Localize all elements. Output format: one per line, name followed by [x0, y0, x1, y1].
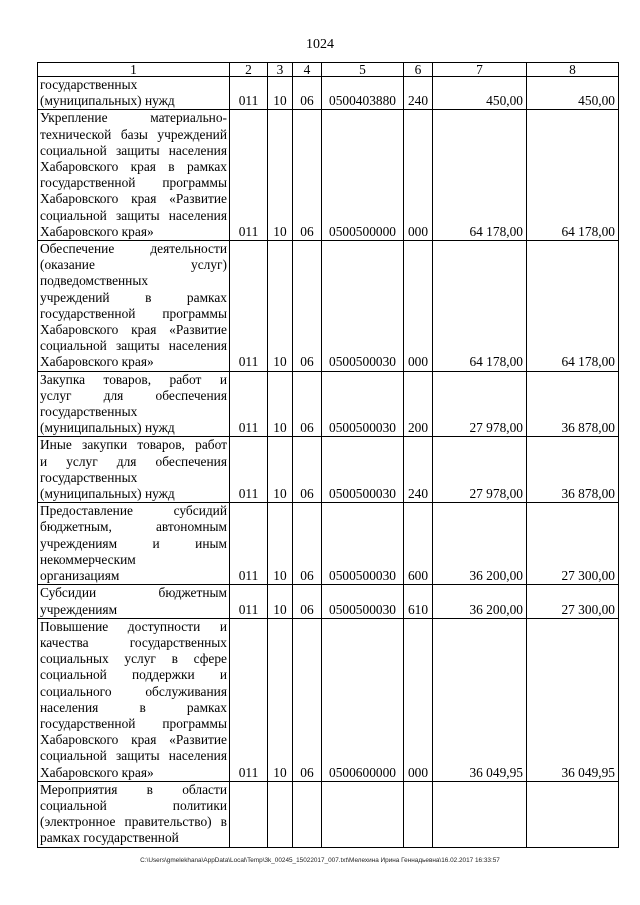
column-header: 8	[527, 63, 619, 77]
amount-cell: 450,00	[527, 77, 619, 110]
code-cell: 011	[230, 437, 268, 503]
amount-cell: 36 049,95	[527, 618, 619, 781]
code-cell: 06	[293, 585, 322, 618]
code-cell: 011	[230, 241, 268, 372]
code-cell: 011	[230, 110, 268, 241]
column-header: 3	[268, 63, 293, 77]
description-line: учреждениям и иным	[40, 535, 227, 551]
description-line: Предоставление субсидий	[40, 503, 227, 519]
code-cell: 10	[268, 618, 293, 781]
code-cell: 600	[404, 503, 433, 585]
description-line: некоммерческим	[40, 551, 136, 567]
description-line: социальной поддержки и	[40, 667, 227, 683]
column-header: 4	[293, 63, 322, 77]
description-line: Закупка товаров, работ и	[40, 371, 227, 387]
row-description	[38, 371, 230, 437]
code-cell: 10	[268, 503, 293, 585]
code-cell: 011	[230, 371, 268, 437]
description-line: бюджетным, автономным	[40, 519, 227, 535]
amount-cell: 64 178,00	[433, 241, 527, 372]
row-description	[38, 77, 230, 110]
code-cell: 000	[404, 110, 433, 241]
description-line: и услуг для обеспечения	[40, 453, 227, 469]
table-row	[38, 371, 619, 437]
code-cell: 06	[293, 503, 322, 585]
description-line: Хабаровского края «Развитие	[40, 191, 227, 207]
code-cell: 0500500000	[322, 110, 404, 241]
description-line: технической базы учреждений	[40, 126, 227, 142]
amount-cell: 27 300,00	[527, 503, 619, 585]
description-line: государственной программы	[40, 175, 227, 191]
amount-cell: 64 178,00	[433, 110, 527, 241]
description-line: социальной политики	[40, 797, 227, 813]
description-line: социальной защиты населения	[40, 207, 227, 223]
description-line: Иные закупки товаров, работ	[40, 437, 227, 453]
description-line: (муниципальных) нужд	[40, 420, 175, 436]
description-line: Хабаровского края»	[40, 764, 154, 780]
amount-cell: 36 878,00	[527, 437, 619, 503]
code-cell: 06	[293, 77, 322, 110]
table-header-row	[38, 63, 619, 77]
description-line: Обеспечение деятельности	[40, 241, 227, 257]
table-row	[38, 110, 619, 241]
description-line: учреждениям	[40, 601, 118, 617]
description-line: (оказание услуг)	[40, 257, 227, 273]
code-cell: 011	[230, 585, 268, 618]
amount-cell: 450,00	[433, 77, 527, 110]
table-row	[38, 618, 619, 781]
row-description	[38, 437, 230, 503]
code-cell: 011	[230, 618, 268, 781]
amount-cell	[527, 781, 619, 847]
description-line: организациям	[40, 568, 120, 584]
amount-cell: 36 200,00	[433, 585, 527, 618]
amount-cell: 36 049,95	[433, 618, 527, 781]
file-path-footer: C:\Users\gmelekhana\AppData\Local\Temp\3k_00245_15022017_007.txt\Мелехина Ирина Геннадьевна\16.02.2017 16:33:57	[140, 857, 500, 864]
description-line: (муниципальных) нужд	[40, 93, 175, 109]
code-cell	[404, 781, 433, 847]
code-cell: 10	[268, 371, 293, 437]
description-line: государственной программы	[40, 305, 227, 321]
code-cell: 10	[268, 110, 293, 241]
code-cell: 000	[404, 241, 433, 372]
code-cell: 10	[268, 585, 293, 618]
description-line: Хабаровского края»	[40, 223, 154, 239]
description-line: Мероприятия в области	[40, 781, 227, 797]
description-line: подведомственных	[40, 273, 149, 289]
description-line: учреждений в рамках	[40, 289, 227, 305]
column-header: 5	[322, 63, 404, 77]
amount-cell: 27 978,00	[433, 437, 527, 503]
row-description	[38, 618, 230, 781]
description-line: социальной защиты населения	[40, 748, 227, 764]
code-cell: 0500500030	[322, 503, 404, 585]
description-line: населения в рамках	[40, 699, 227, 715]
row-description	[38, 110, 230, 241]
code-cell: 011	[230, 503, 268, 585]
description-line: (электронное правительство) в	[40, 814, 227, 830]
code-cell	[268, 781, 293, 847]
code-cell: 10	[268, 437, 293, 503]
code-cell: 0500600000	[322, 618, 404, 781]
description-line: государственных	[40, 77, 138, 92]
description-line: Повышение доступности и	[40, 618, 227, 634]
code-cell: 610	[404, 585, 433, 618]
description-line: социального обслуживания	[40, 683, 227, 699]
table-row	[38, 241, 619, 372]
code-cell: 0500500030	[322, 437, 404, 503]
code-cell	[230, 781, 268, 847]
page-number: 1024	[306, 37, 334, 52]
budget-table	[37, 62, 619, 848]
code-cell: 10	[268, 241, 293, 372]
code-cell: 200	[404, 371, 433, 437]
amount-cell: 64 178,00	[527, 241, 619, 372]
description-line: Хабаровского края в рамках	[40, 159, 227, 175]
amount-cell: 36 878,00	[527, 371, 619, 437]
table-row	[38, 585, 619, 618]
column-header: 6	[404, 63, 433, 77]
code-cell	[293, 781, 322, 847]
amount-cell: 36 200,00	[433, 503, 527, 585]
table-row	[38, 781, 619, 847]
description-line: социальных услуг в сфере	[40, 651, 227, 667]
description-line: государственных	[40, 404, 138, 420]
code-cell: 06	[293, 371, 322, 437]
description-line: Хабаровского края «Развитие	[40, 322, 227, 338]
amount-cell: 27 978,00	[433, 371, 527, 437]
code-cell: 0500403880	[322, 77, 404, 110]
description-line: государственных	[40, 469, 138, 485]
description-line: Хабаровского края «Развитие	[40, 732, 227, 748]
code-cell: 10	[268, 77, 293, 110]
row-description	[38, 781, 230, 847]
table-row	[38, 503, 619, 585]
amount-cell: 27 300,00	[527, 585, 619, 618]
row-description	[38, 503, 230, 585]
code-cell: 240	[404, 77, 433, 110]
description-line: услуг для обеспечения	[40, 387, 227, 403]
amount-cell: 64 178,00	[527, 110, 619, 241]
description-line: (муниципальных) нужд	[40, 486, 175, 502]
table-row	[38, 77, 619, 110]
code-cell: 0500500030	[322, 585, 404, 618]
table-row	[38, 437, 619, 503]
code-cell: 000	[404, 618, 433, 781]
description-line: качества государственных	[40, 634, 227, 650]
amount-cell	[433, 781, 527, 847]
code-cell: 06	[293, 241, 322, 372]
row-description	[38, 585, 230, 618]
description-line: Субсидии бюджетным	[40, 585, 227, 601]
row-description	[38, 241, 230, 372]
code-cell: 011	[230, 77, 268, 110]
code-cell: 0500500030	[322, 371, 404, 437]
code-cell: 06	[293, 110, 322, 241]
code-cell: 06	[293, 437, 322, 503]
description-line: государственной программы	[40, 715, 227, 731]
code-cell: 06	[293, 618, 322, 781]
code-cell	[322, 781, 404, 847]
description-line: рамках государственной	[40, 830, 179, 846]
description-line: социальной защиты населения	[40, 142, 227, 158]
code-cell: 0500500030	[322, 241, 404, 372]
code-cell: 240	[404, 437, 433, 503]
column-header: 7	[433, 63, 527, 77]
description-line: социальной защиты населения	[40, 338, 227, 354]
description-line: Укрепление материально-	[40, 110, 227, 126]
column-header: 2	[230, 63, 268, 77]
column-header: 1	[38, 63, 230, 77]
description-line: Хабаровского края»	[40, 354, 154, 370]
